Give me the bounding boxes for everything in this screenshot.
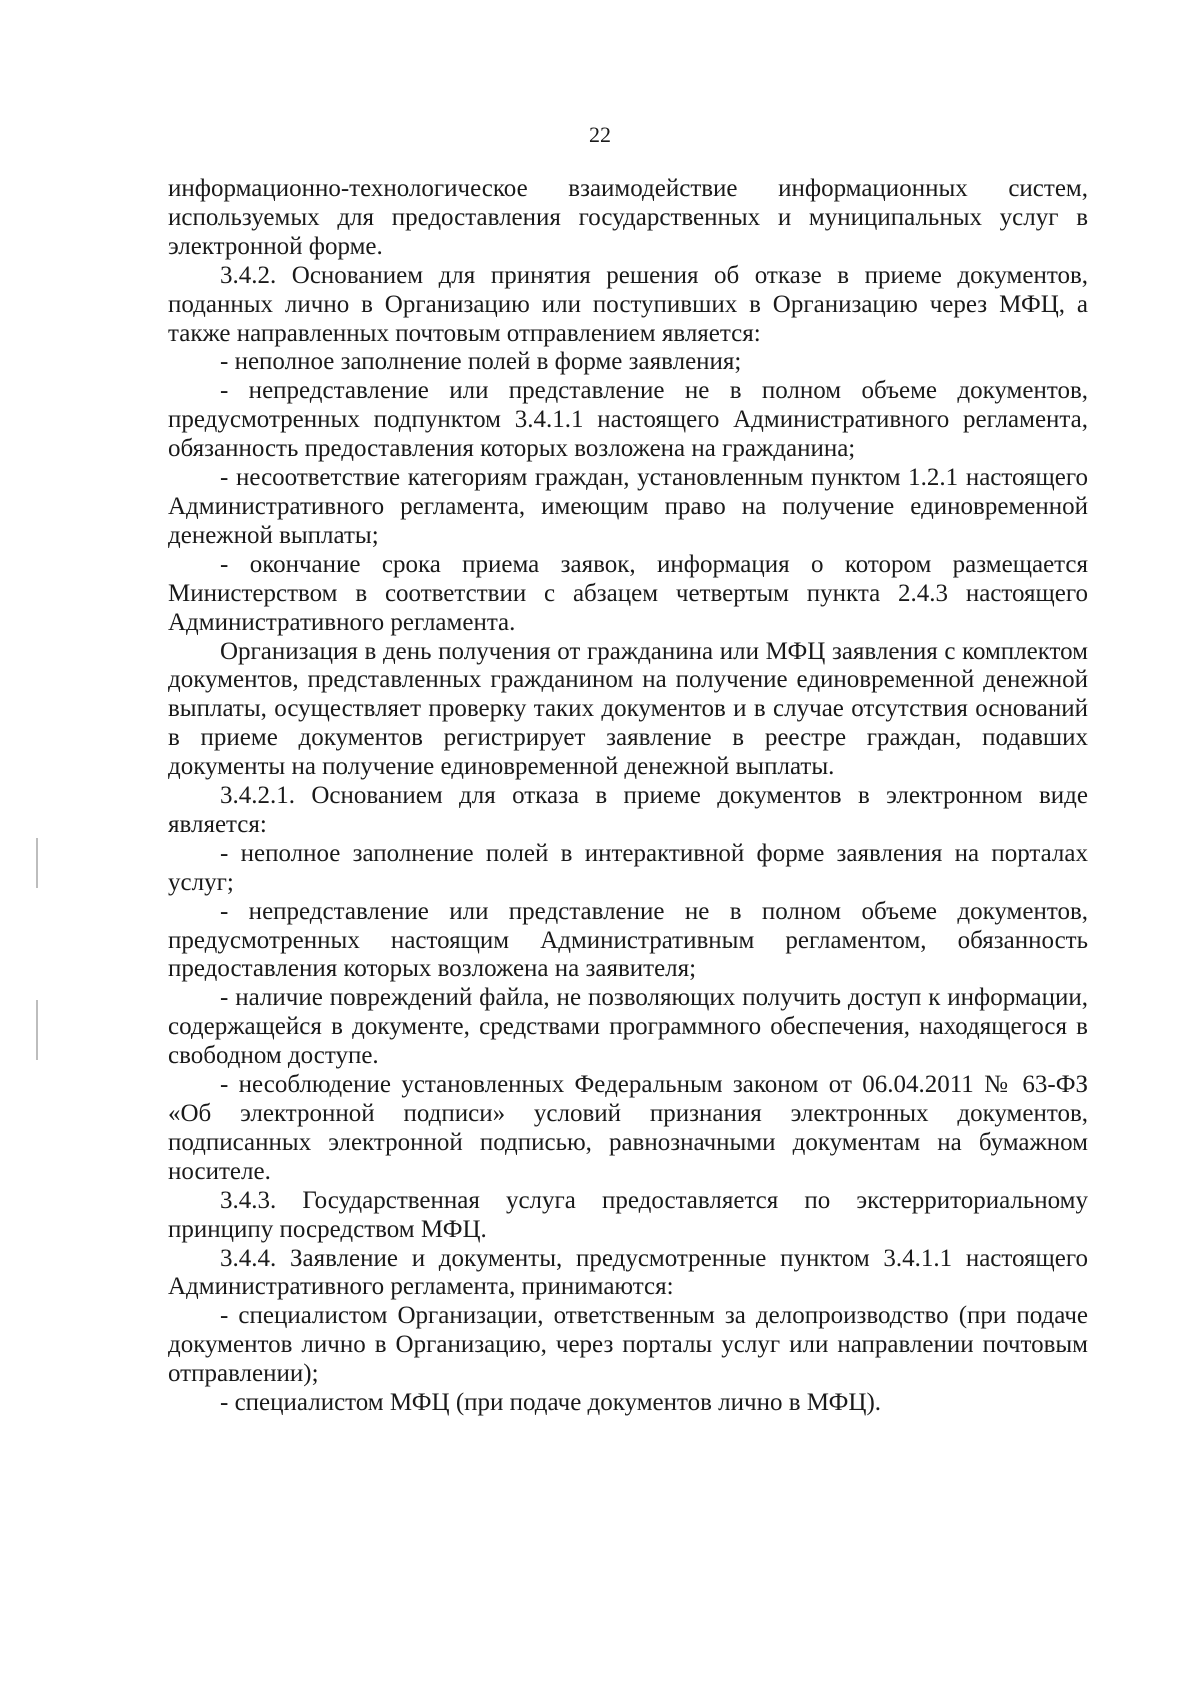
paragraph: 3.4.2.1. Основанием для отказа в приеме документов в электронном виде является:	[168, 782, 1088, 838]
paragraph: 3.4.2. Основанием для принятия решения об отказе в приеме документов, поданных лично в Организацию или поступивших в Организацию через МФЦ, а также направленных почтовым отправлением является:	[168, 261, 1088, 347]
paragraph: 3.4.3. Государственная услуга предоставляется по экстерриториальному принципу посредством МФЦ.	[168, 1186, 1088, 1243]
list-item: - неполное заполнение полей в форме заявления;	[220, 348, 742, 376]
list-item: - специалистом МФЦ (при подаче документов лично в МФЦ).	[220, 1389, 882, 1417]
paragraph: 3.4.4. Заявление и документы, предусмотренные пунктом 3.4.1.1 настоящего Административного регламента, принимаются:	[168, 1244, 1088, 1301]
list-item: - несоответствие категориям граждан, установленным пунктом 1.2.1 настоящего Административного регламента, имеющим право на получение единовременной денежной выплаты;	[168, 464, 1088, 549]
page-number: 22	[589, 122, 611, 147]
list-item: - непредставление или представление не в полном объеме документов, предусмотренных настоящим Административным регламентом, обязанность предоставления которых возложена на заявителя;	[168, 897, 1088, 983]
scan-artifact-line	[36, 838, 38, 888]
list-item: - специалистом Организации, ответственным за делопроизводство (при подаче документов лично в Организацию, через порталы услуг или направлении почтовым отправлении);	[168, 1302, 1088, 1388]
paragraph: Организация в день получения от гражданина или МФЦ заявления с комплектом документов, представленных гражданином на получение единовременной денежной выплаты, осуществляет проверку таких документов и в случае отсутствия оснований в приеме документов регистрирует заявление в реестре граждан, подавших документы на получение единовременной денежной выплаты.	[168, 637, 1088, 781]
list-item: - наличие повреждений файла, не позволяющих получить доступ к информации, содержащейся в документе, средствами программного обеспечения, находящегося в свободном доступе.	[168, 984, 1088, 1070]
scan-artifact-line	[36, 1000, 38, 1060]
list-item: - окончание срока приема заявок, информация о котором размещается Министерством в соответствии с абзацем четвертым пункта 2.4.3 настоящего Административного регламента.	[168, 550, 1088, 636]
list-item: - несоблюдение установленных Федеральным законом от 06.04.2011 № 63-ФЗ «Об электронной подписи» условий признания электронных документов, подписанных электронной подписью, равнозначными документам на бумажном носителе.	[168, 1071, 1088, 1185]
list-item: - неполное заполнение полей в интерактивной форме заявления на порталах услуг;	[168, 839, 1088, 896]
paragraph: информационно-технологическое взаимодействие информационных систем, используемых для предоставления государственных и муниципальных услуг в электронной форме.	[168, 175, 1088, 260]
document-body	[168, 175, 1088, 1418]
list-item: - непредставление или представление не в полном объеме документов, предусмотренных подпунктом 3.4.1.1 настоящего Административного регламента, обязанность предоставления которых возложена на гражданина;	[168, 377, 1088, 463]
